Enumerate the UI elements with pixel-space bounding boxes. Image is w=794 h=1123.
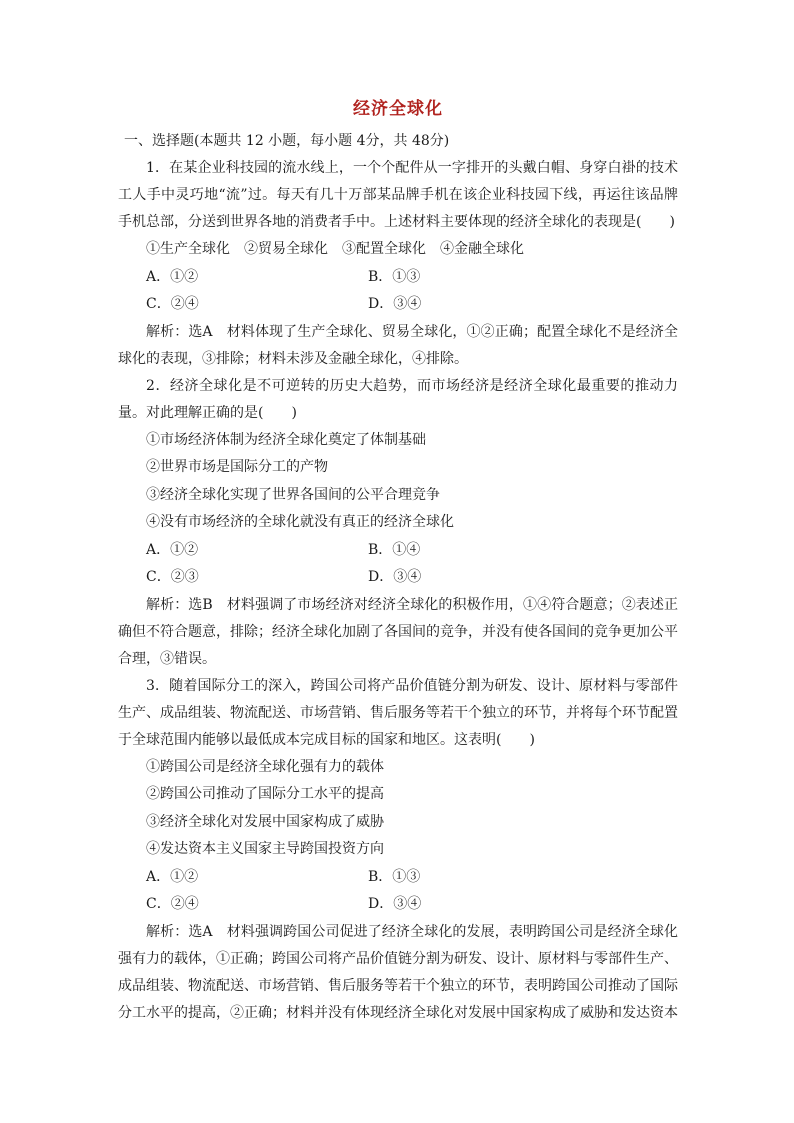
statement-item: ①跨国公司是经济全球化强有力的载体: [146, 758, 384, 775]
question-2: [118, 373, 678, 673]
statement-item: ④发达资本主义国家主导跨国投资方向: [146, 841, 384, 857]
answer-choices: [118, 264, 678, 319]
answer-choices: [118, 864, 678, 919]
statement-item: ③经济全球化对发展中国家构成了威胁: [146, 813, 384, 830]
statement-item: ④没有市场经济的全球化就没有真正的经济全球化: [146, 514, 454, 530]
choice-d: D．③④: [368, 896, 422, 912]
choice-a: A．①②: [146, 268, 199, 285]
choice-d: D．③④: [368, 296, 422, 312]
statement-item: ②跨国公司推动了国际分工水平的提高: [146, 786, 384, 802]
choice-b: B．①③: [368, 268, 421, 285]
question-stem: 1．在某企业科技园的流水线上，一个个配件从一字排开的头戴白帽、身穿白褂的技术工人手中灵巧地“流”过。每天有几十万部某品牌手机在该企业科技园下线，再运往该品牌手机总部，分送到世界各地的消费者手中。上述材料主要体现的经济全球化的表现是( ): [118, 160, 678, 230]
document-page: [118, 96, 678, 1027]
question-stem: 3．随着国际分工的深入，跨国公司将产品价值链分割为研发、设计、原材料与零部件生产、成品组装、物流配送、市场营销、售后服务等若干个独立的环节，并将每个环节配置于全球范围内能够以最低成本完成目标的国家和地区。这表明( ): [118, 677, 678, 748]
inline-options: ①生产全球化 ②贸易全球化 ③配置全球化 ④金融全球化: [146, 241, 524, 257]
choice-b: B．①③: [368, 868, 421, 885]
answer-choices: [118, 537, 678, 592]
choice-d: D．③④: [368, 569, 422, 585]
question-stem: 2．经济全球化是不可逆转的历史大趋势，而市场经济是经济全球化最重要的推动力量。对此理解正确的是( ): [118, 377, 678, 421]
section-heading: 一、选择题(本题共 12 小题，每小题 4分，共 48分): [124, 133, 450, 149]
question-3: [118, 673, 678, 1027]
question-1: [118, 155, 678, 373]
answer-analysis: 解析：选A 材料强调跨国公司促进了经济全球化的发展，表明跨国公司是经济全球化强有力的载体，①正确；跨国公司将产品价值链分割为研发、设计、原材料与零部件生产、成品组装、物流配送、市场营销、售后服务等若干个独立的环节，表明跨国公司推动了国际分工水平的提高，②正确；材料并没有体现经济全球化对发展中国家构成了威胁和发达资本: [118, 923, 678, 1021]
answer-analysis: 解析：选B 材料强调了市场经济对经济全球化的积极作用，①④符合题意；②表述正确但不符合题意，排除；经济全球化加剧了各国间的竞争，并没有使各国间的竞争更加公平合理，③错误。: [118, 596, 678, 667]
choice-c: C．②③: [146, 569, 199, 585]
statement-item: ②世界市场是国际分工的产物: [146, 459, 328, 475]
choice-b: B．①④: [368, 541, 421, 558]
choice-c: C．②④: [146, 896, 199, 912]
choice-a: A．①②: [146, 868, 199, 885]
statement-item: ③经济全球化实现了世界各国间的公平合理竞争: [146, 486, 440, 503]
choice-c: C．②④: [146, 296, 199, 312]
document-title: 经济全球化: [353, 99, 443, 119]
choice-a: A．①②: [146, 541, 199, 558]
statement-item: ①市场经济体制为经济全球化奠定了体制基础: [146, 431, 426, 448]
answer-analysis: 解析：选A 材料体现了生产全球化、贸易全球化，①②正确；配置全球化不是经济全球化的表现，③排除；材料未涉及金融全球化，④排除。: [118, 323, 678, 367]
